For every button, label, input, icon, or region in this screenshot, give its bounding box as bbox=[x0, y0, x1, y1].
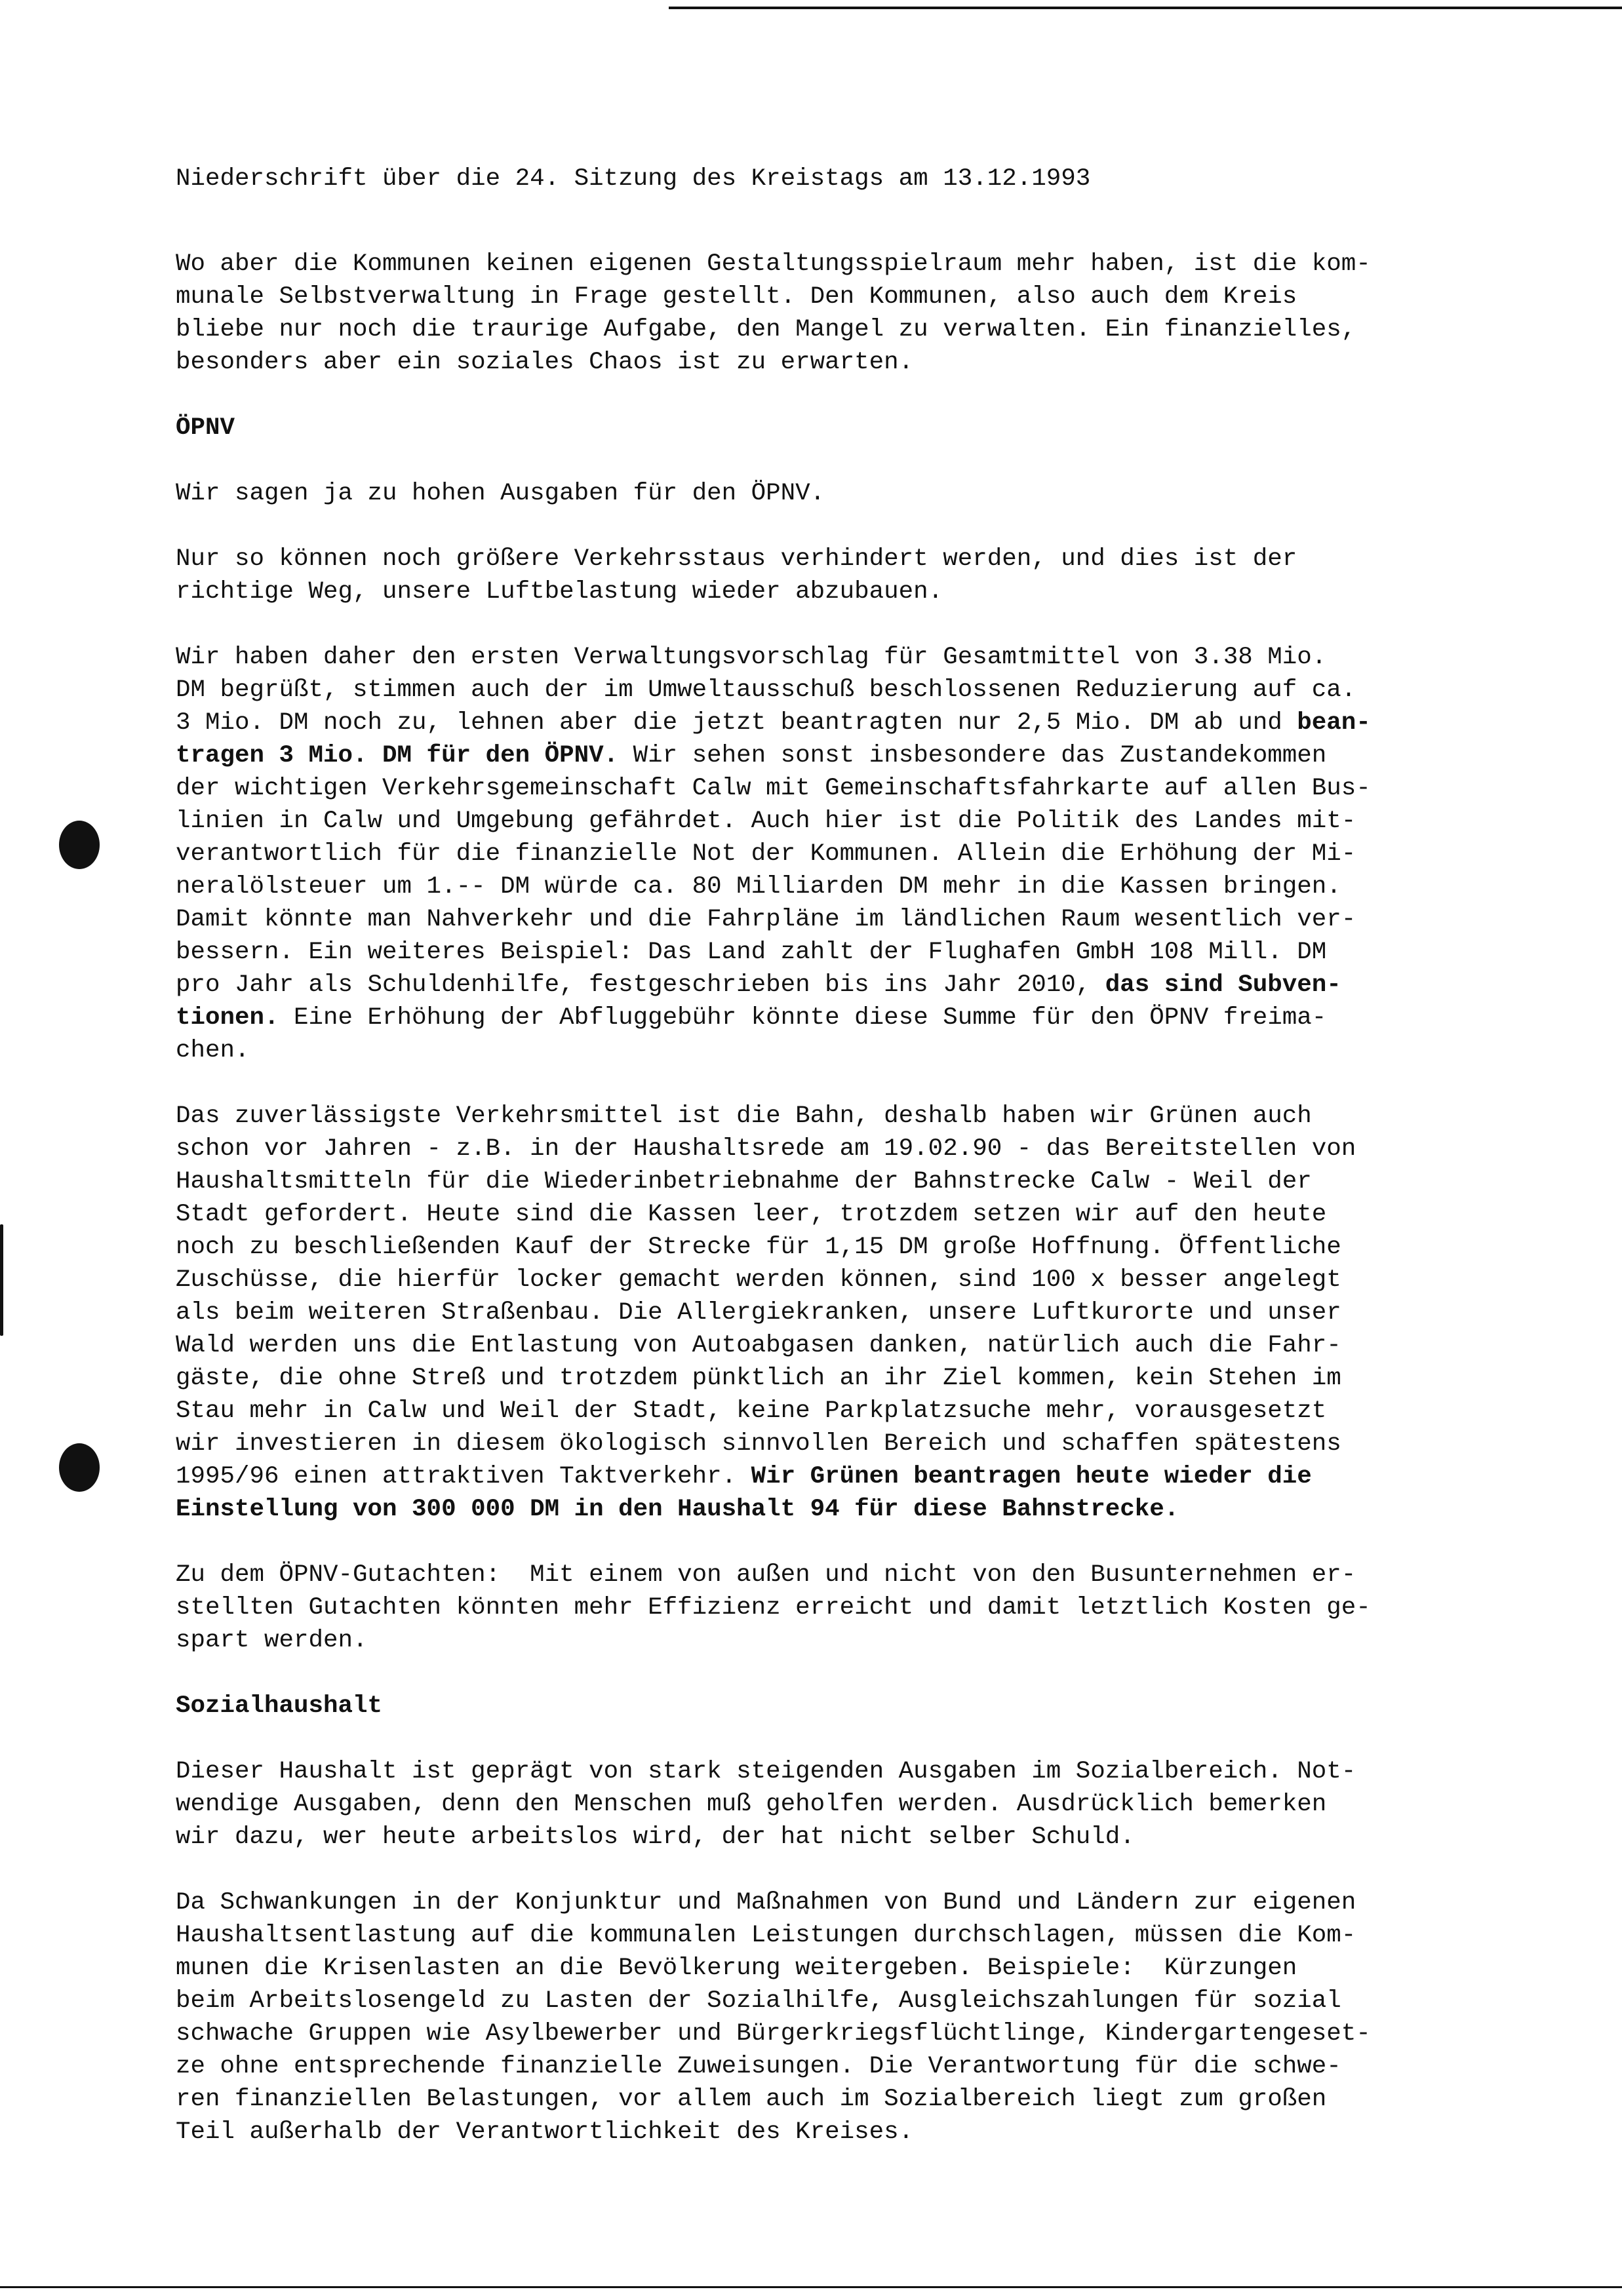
paragraph-gap bbox=[176, 1067, 1526, 1100]
text-line bbox=[176, 1493, 1526, 1526]
text-line: wir dazu, wer heute arbeitslos wird, der hat nicht selber Schuld. bbox=[176, 1823, 1135, 1851]
text-line: bliebe nur noch die traurige Aufgabe, den Mangel zu verwalten. Ein finanzielles, bbox=[176, 316, 1356, 343]
text-run: bessern. Ein weiteres Beispiel: Das Land zahlt der Flughafen GmbH 108 Mill. DM bbox=[176, 939, 1327, 966]
bold-text-run: bean- bbox=[1297, 709, 1371, 737]
text-line: besonders aber ein soziales Chaos ist zu erwarten. bbox=[176, 349, 914, 376]
text-line bbox=[176, 1100, 1526, 1133]
text-line bbox=[176, 641, 1526, 674]
text-run: Damit könnte man Nahverkehr und die Fahrpläne im ländlichen Raum wesentlich ver- bbox=[176, 906, 1356, 933]
paragraph-gap bbox=[176, 608, 1526, 641]
text-line: ren finanziellen Belastungen, vor allem auch im Sozialbereich liegt zum großen bbox=[176, 2086, 1327, 2113]
text-line: Da Schwankungen in der Konjunktur und Maßnahmen von Bund und Ländern zur eigenen bbox=[176, 1889, 1356, 1917]
text-line: spart werden. bbox=[176, 1627, 368, 1654]
text-line bbox=[176, 1034, 1526, 1067]
document-paragraphs bbox=[176, 248, 1526, 2149]
text-line bbox=[176, 903, 1526, 936]
text-run: Wir haben daher den ersten Verwaltungsvorschlag für Gesamtmittel von 3.38 Mio. bbox=[176, 644, 1327, 671]
paragraph bbox=[176, 477, 1526, 510]
text-line bbox=[176, 772, 1526, 805]
section-heading bbox=[176, 412, 1526, 444]
text-run: Das zuverlässigste Verkehrsmittel ist die Bahn, deshalb haben wir Grünen auch bbox=[176, 1102, 1312, 1130]
page-header: Niederschrift über die 24. Sitzung des Kreistags am 13.12.1993 bbox=[176, 165, 1091, 193]
text-line bbox=[176, 870, 1526, 903]
text-line bbox=[176, 969, 1526, 1002]
text-line: munale Selbstverwaltung in Frage gestellt. Den Kommunen, also auch dem Kreis bbox=[176, 283, 1297, 311]
text-line: beim Arbeitslosengeld zu Lasten der Sozialhilfe, Ausgleichszahlungen für sozial bbox=[176, 1987, 1341, 2015]
text-line bbox=[176, 1264, 1526, 1296]
text-line: wendige Ausgaben, denn den Menschen muß geholfen werden. Ausdrücklich bemerken bbox=[176, 1791, 1327, 1818]
top-border-line bbox=[669, 7, 1622, 9]
paragraph bbox=[176, 641, 1526, 1067]
text-line bbox=[176, 805, 1526, 838]
text-line: stellten Gutachten könnten mehr Effizienz erreicht und damit letztlich Kosten ge- bbox=[176, 1594, 1371, 1622]
text-run: linien in Calw und Umgebung gefährdet. Auch hier ist die Politik des Landes mit- bbox=[176, 807, 1356, 835]
text-run: verantwortlich für die finanzielle Not der Kommunen. Allein die Erhöhung der Mi- bbox=[176, 840, 1356, 868]
paragraph-gap bbox=[176, 444, 1526, 477]
heading-text: ÖPNV bbox=[176, 414, 235, 442]
text-run: noch zu beschließenden Kauf der Strecke für 1,15 DM große Hoffnung. Öffentliche bbox=[176, 1234, 1341, 1261]
text-line bbox=[176, 1362, 1526, 1395]
bold-text-run: tionen. bbox=[176, 1004, 279, 1032]
paragraph bbox=[176, 1559, 1526, 1657]
text-run: gäste, die ohne Streß und trotzdem pünktlich an ihr Ziel kommen, kein Stehen im bbox=[176, 1365, 1341, 1392]
text-line bbox=[176, 1133, 1526, 1165]
text-line bbox=[176, 838, 1526, 870]
text-line bbox=[176, 1002, 1526, 1034]
paragraph-gap bbox=[176, 379, 1526, 412]
text-line: Wo aber die Kommunen keinen eigenen Gestaltungsspielraum mehr haben, ist die kom- bbox=[176, 250, 1371, 278]
text-run: der wichtigen Verkehrsgemeinschaft Calw mit Gemeinschaftsfahrkarte auf allen Bus- bbox=[176, 775, 1371, 802]
text-line: Haushaltsentlastung auf die kommunalen Leistungen durchschlagen, müssen die Kom- bbox=[176, 1922, 1356, 1949]
text-line: schwache Gruppen wie Asylbewerber und Bürgerkriegsflüchtlinge, Kindergartengeset- bbox=[176, 2020, 1371, 2048]
text-line bbox=[176, 1198, 1526, 1231]
text-line bbox=[176, 1395, 1526, 1428]
text-line bbox=[176, 739, 1526, 772]
text-run: Wir sehen sonst insbesondere das Zustandekommen bbox=[618, 742, 1327, 769]
text-run: pro Jahr als Schuldenhilfe, festgeschrieben bis ins Jahr 2010, bbox=[176, 971, 1105, 999]
bottom-border-line bbox=[0, 2286, 1622, 2288]
text-line: Dieser Haushalt ist geprägt von stark steigenden Ausgaben im Sozialbereich. Not- bbox=[176, 1758, 1356, 1785]
paragraph bbox=[176, 248, 1526, 379]
text-line: richtige Weg, unsere Luftbelastung wieder abzubauen. bbox=[176, 578, 943, 606]
section-heading bbox=[176, 1690, 1526, 1722]
bold-text-run: das sind Subven- bbox=[1105, 971, 1341, 999]
text-line bbox=[176, 1329, 1526, 1362]
bold-text-run: tragen 3 Mio. DM für den ÖPNV. bbox=[176, 742, 619, 769]
paragraph-gap bbox=[176, 1722, 1526, 1755]
punch-hole-upper bbox=[59, 821, 100, 869]
text-line: Zu dem ÖPNV-Gutachten: Mit einem von außen und nicht von den Busunternehmen er- bbox=[176, 1561, 1356, 1589]
text-run: Eine Erhöhung der Abfluggebühr könnte diese Summe für den ÖPNV freima- bbox=[279, 1004, 1327, 1032]
heading-text: Sozialhaushalt bbox=[176, 1692, 383, 1720]
paragraph-gap bbox=[176, 1854, 1526, 1886]
document-body bbox=[176, 163, 1526, 2149]
scan-edge-mark bbox=[0, 1224, 3, 1336]
text-run: DM begrüßt, stimmen auch der im Umweltausschuß beschlossenen Reduzierung auf ca. bbox=[176, 676, 1356, 704]
text-run: Stadt gefordert. Heute sind die Kassen leer, trotzdem setzen wir auf den heute bbox=[176, 1201, 1327, 1228]
text-run: chen. bbox=[176, 1037, 250, 1064]
text-line: ze ohne entsprechende finanzielle Zuweisungen. Die Verantwortung für die schwe- bbox=[176, 2053, 1341, 2080]
text-run: Wald werden uns die Entlastung von Autoabgasen danken, natürlich auch die Fahr- bbox=[176, 1332, 1341, 1359]
text-line: Nur so können noch größere Verkehrsstaus verhindert werden, und dies ist der bbox=[176, 545, 1297, 573]
text-run: wir investieren in diesem ökologisch sinnvollen Bereich und schaffen spätestens bbox=[176, 1430, 1341, 1458]
text-run: schon vor Jahren - z.B. in der Haushaltsrede am 19.02.90 - das Bereitstellen von bbox=[176, 1135, 1356, 1163]
paragraph-gap bbox=[176, 1657, 1526, 1690]
text-run: neralölsteuer um 1.-- DM würde ca. 80 Milliarden DM mehr in die Kassen bringen. bbox=[176, 873, 1341, 901]
text-line bbox=[176, 1165, 1526, 1198]
paragraph bbox=[176, 1886, 1526, 2149]
text-line bbox=[176, 936, 1526, 969]
paragraph-gap bbox=[176, 1526, 1526, 1559]
text-line bbox=[176, 674, 1526, 707]
punch-hole-lower bbox=[59, 1443, 100, 1492]
text-line bbox=[176, 1231, 1526, 1264]
paragraph bbox=[176, 1755, 1526, 1854]
text-run: 1995/96 einen attraktiven Taktverkehr. bbox=[176, 1463, 751, 1490]
bold-text-run: Einstellung von 300 000 DM in den Haushalt 94 für diese Bahnstrecke. bbox=[176, 1496, 1179, 1523]
text-line bbox=[176, 1428, 1526, 1460]
text-line bbox=[176, 1296, 1526, 1329]
text-line bbox=[176, 707, 1526, 739]
text-line: munen die Krisenlasten an die Bevölkerung weitergeben. Beispiele: Kürzungen bbox=[176, 1955, 1297, 1982]
paragraph-gap bbox=[176, 510, 1526, 543]
text-run: 3 Mio. DM noch zu, lehnen aber die jetzt beantragten nur 2,5 Mio. DM ab und bbox=[176, 709, 1297, 737]
paragraph bbox=[176, 1100, 1526, 1526]
text-run: als beim weiteren Straßenbau. Die Allergiekranken, unsere Luftkurorte und unser bbox=[176, 1299, 1341, 1327]
text-line: Teil außerhalb der Verantwortlichkeit des Kreises. bbox=[176, 2118, 914, 2146]
text-run: Haushaltsmitteln für die Wiederinbetriebnahme der Bahnstrecke Calw - Weil der bbox=[176, 1168, 1312, 1196]
text-run: Zuschüsse, die hierfür locker gemacht werden können, sind 100 x besser angelegt bbox=[176, 1266, 1341, 1294]
text-run: Stau mehr in Calw und Weil der Stadt, keine Parkplatzsuche mehr, vorausgesetzt bbox=[176, 1397, 1327, 1425]
bold-text-run: Wir Grünen beantragen heute wieder die bbox=[751, 1463, 1312, 1490]
text-line: Wir sagen ja zu hohen Ausgaben für den ÖPNV. bbox=[176, 480, 825, 507]
text-line bbox=[176, 1460, 1526, 1493]
paragraph bbox=[176, 543, 1526, 608]
